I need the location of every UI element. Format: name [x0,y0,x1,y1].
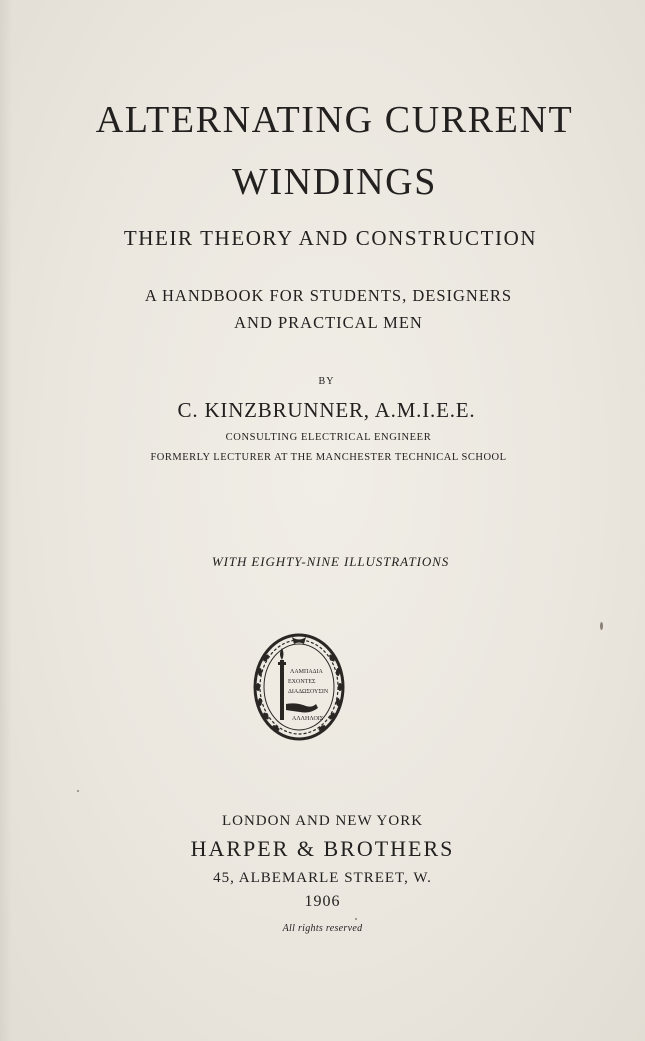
emblem-inscription-2: ΕΧΟΝΤΕΣ [288,679,316,685]
publisher-torch-emblem-icon [252,632,346,742]
book-subtitle: THEIR THEORY AND CONSTRUCTION [123,226,538,250]
illustrations-note: WITH EIGHTY-NINE ILLUSTRATIONS [211,554,450,569]
emblem-inscription-3: ΔΙΑΔΩΣΟΥΣΙΝ [288,689,329,695]
paper-speck [77,790,79,792]
book-title-line-1: ALTERNATING CURRENT [95,99,574,141]
publication-place: LONDON AND NEW YORK [221,813,424,829]
publication-year: 1906 [304,893,341,910]
author-name: C. KINZBRUNNER, A.M.I.E.E. [177,398,476,422]
description-line-2: AND PRACTICAL MEN [234,313,423,332]
description-line-1: A HANDBOOK FOR STUDENTS, DESIGNERS [144,286,513,305]
rights-notice: All rights reserved [282,923,363,934]
paper-speck [355,918,357,920]
publisher-name: HARPER & BROTHERS [190,836,455,861]
paper-speck [600,622,603,630]
emblem-inscription-1: ΛΑΜΠΑΔΙΑ [290,669,323,675]
emblem-inscription-4: ΑΛΛΗΛΟΙΣ [292,716,324,722]
publisher-address: 45, ALBEMARLE STREET, W. [213,870,432,886]
by-label: BY [318,376,335,387]
author-credential-1: CONSULTING ELECTRICAL ENGINEER [225,432,432,443]
book-title-line-2: WINDINGS [232,161,437,203]
author-credential-2: FORMERLY LECTURER AT THE MANCHESTER TECHNICAL SCHOOL [150,452,507,463]
